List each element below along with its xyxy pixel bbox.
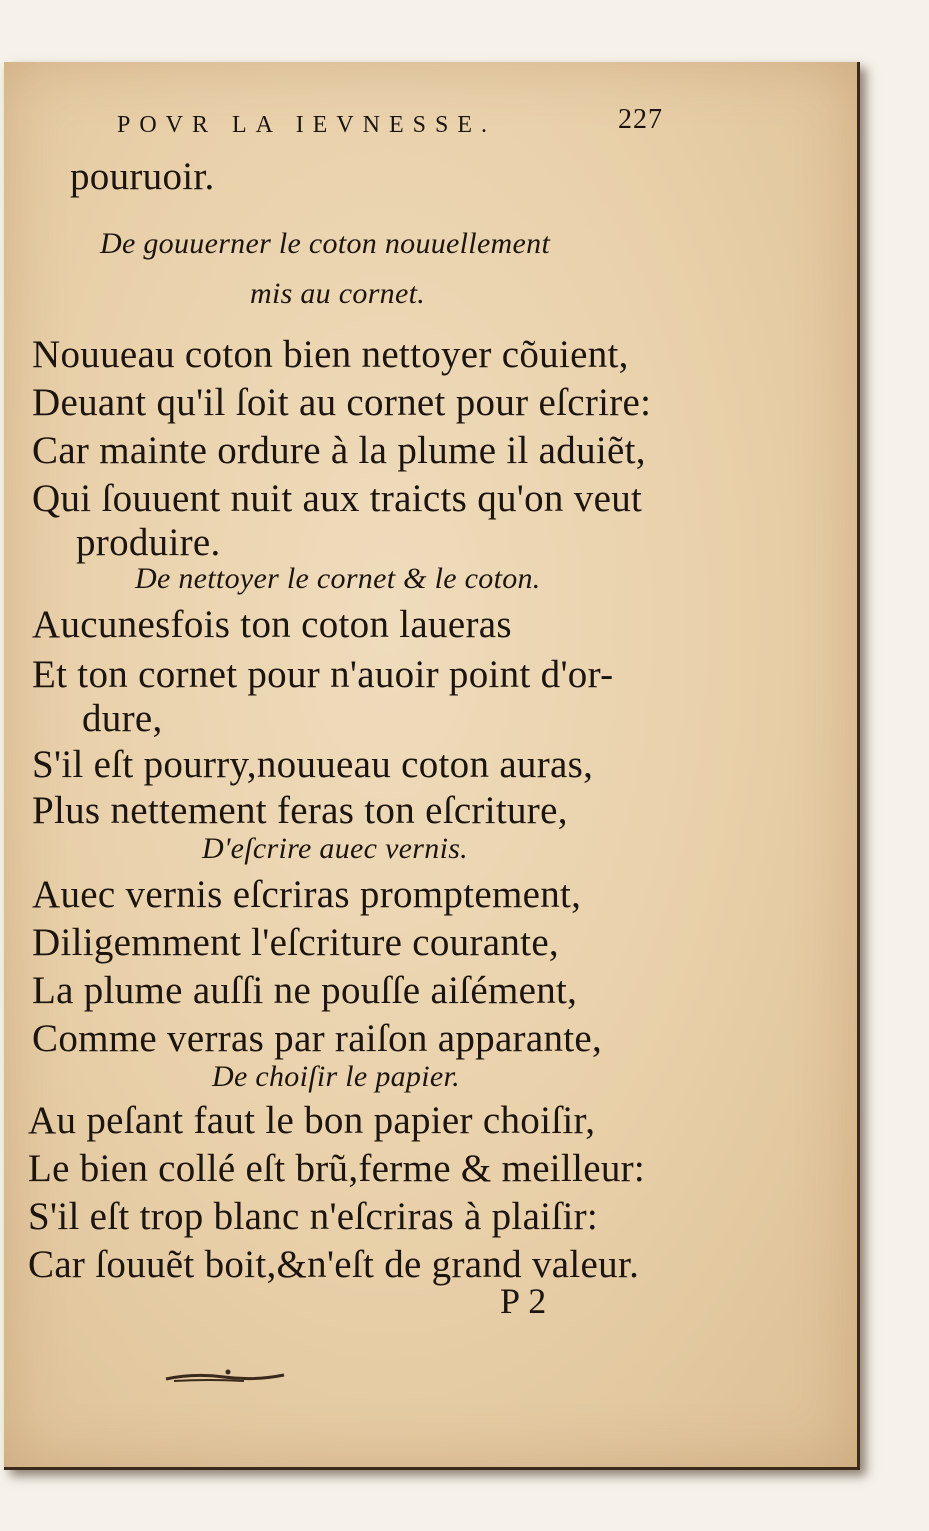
- verse-line: Nouueau coton bien nettoyer cõuient,: [32, 333, 629, 376]
- signature-mark: P 2: [500, 1281, 547, 1321]
- verse-line: Diligemment l'eſcriture courante,: [32, 921, 559, 964]
- verse-line: Car mainte ordure à la plume il aduiẽt,: [32, 429, 646, 472]
- page-number: 227: [618, 104, 663, 135]
- verse-line: Et ton cornet pour n'auoir point d'or-: [32, 653, 614, 696]
- verse-line: S'il eſt pourry,nouueau coton auras,: [32, 743, 594, 786]
- verse-line: Comme verras par raiſon apparante,: [32, 1017, 603, 1060]
- section-title: De nettoyer le cornet & le coton.: [135, 562, 541, 595]
- section-title: mis au cornet.: [250, 277, 426, 310]
- verse-line: Auec vernis eſcriras promptement,: [32, 873, 582, 916]
- verse-line: dure,: [82, 697, 163, 740]
- verse-line: Deuant qu'il ſoit au cornet pour eſcrire:: [32, 381, 652, 424]
- verse-line: Aucunesfois ton coton laueras: [32, 603, 512, 646]
- verse-line: S'il eſt trop blanc n'eſcriras à plaiſir:: [28, 1195, 599, 1238]
- verse-line: Au peſant faut le bon papier choiſir,: [28, 1099, 596, 1142]
- text-line: pouruoir.: [70, 155, 215, 198]
- section-title: De gouuerner le coton nouuellement: [100, 227, 551, 260]
- running-head: POVR LA IEVNESSE.: [117, 112, 497, 138]
- verse-line: Le bien collé eſt brũ,ferme & meilleur:: [28, 1147, 646, 1190]
- verse-line: Plus nettement feras ton eſcriture,: [32, 789, 568, 832]
- section-title: De choiſir le papier.: [212, 1060, 460, 1093]
- verse-line: Qui ſouuent nuit aux traicts qu'on veut: [32, 477, 643, 520]
- verse-line: La plume auſſi ne pouſſe aiſément,: [32, 969, 578, 1012]
- verse-line: produire.: [76, 521, 221, 564]
- verse-line: Car ſouuẽt boit,&n'eſt de grand valeur.: [28, 1243, 640, 1286]
- ornament-flourish: [164, 1367, 289, 1385]
- book-page: [4, 62, 860, 1470]
- section-title: D'eſcrire auec vernis.: [202, 832, 468, 865]
